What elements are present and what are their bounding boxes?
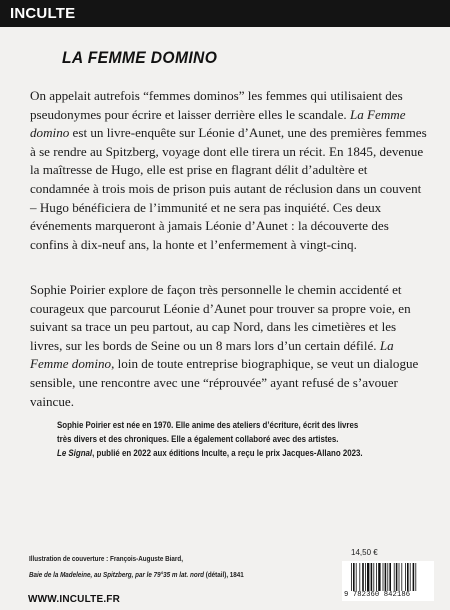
author-bio-line: Sophie Poirier est née en 1970. Elle anime des ateliers d’écriture, écrit des livres xyxy=(57,420,359,430)
price-label: 14,50 € xyxy=(351,548,378,557)
barcode-icon xyxy=(350,563,430,591)
publisher-logo: INCULTE xyxy=(10,5,76,22)
isbn-number: 9 782360 842186 xyxy=(344,591,411,599)
artwork-title: Baie de la Madeleine, au Spitzberg, par le 79°35 m lat. nord xyxy=(29,570,204,579)
artwork-detail: (détail), 1841 xyxy=(203,570,244,579)
cover-illustration-credit: Illustration de couverture : François-Auguste Biard, xyxy=(29,554,183,563)
book-title-italic: La Femme domino xyxy=(30,106,406,141)
blurb-paragraph-1 xyxy=(30,87,428,254)
author-bio-line: , publié en 2022 aux éditions Inculte, a reçu le prix Jacques-Allano 2023. xyxy=(92,448,363,459)
blurb-text: Sophie Poirier explore de façon très personnelle le chemin accidenté et courageux que parcourut Léonie d’Aunet pour trouver sa propre voie, en suivant sa trace un peu partout, au cap Nord, dans les cimetières et les livres, sur les bords de Seine ou un 8 mars lors d’un certain défilé. xyxy=(30,282,411,353)
author-previous-book-title: Le Signal xyxy=(57,448,93,459)
blurb-text: est un livre-enquête sur Léonie d’Aunet, une des premières femmes à se rendre au Spitzberg, voyage dont elle tirera un récit. En 1845, devenue la maîtresse de Hugo, elle est prise en flagrant délit d’adultère et condamnée à trois mois de prison puis autant de réclusion dans un couvent – Hugo bénéficiera de l’immunité et ne sera pas inquiété. Ces deux événements marqueront à jamais Léonie d’Aunet : la découverte des confins à dix-neuf ans, la honte et l’enfermement à vingt-cinq. xyxy=(30,125,427,252)
publisher-website: WWW.INCULTE.FR xyxy=(28,594,121,605)
author-bio-line: très divers et des chroniques. Elle a également collaboré avec des artistes. xyxy=(57,434,339,445)
blurb-text: On appelait autrefois “femmes dominos” les femmes qui utilisaient des pseudonymes pour écrire et laisser derrière elles le scandale. xyxy=(30,88,403,122)
cover-illustration-caption xyxy=(29,570,244,579)
book-title-italic: La Femme domino xyxy=(30,337,394,372)
publisher-banner xyxy=(0,0,450,27)
blurb-text: , loin de toute entreprise biographique, se veut un dialogue sensible, une rencontre avec une “réprouvée” ayant refusé de s’avouer vaincue. xyxy=(30,356,419,409)
isbn-barcode-box xyxy=(342,561,434,601)
blurb-paragraph-2 xyxy=(30,281,428,411)
author-bio xyxy=(57,418,397,461)
book-title: LA FEMME DOMINO xyxy=(62,48,218,67)
